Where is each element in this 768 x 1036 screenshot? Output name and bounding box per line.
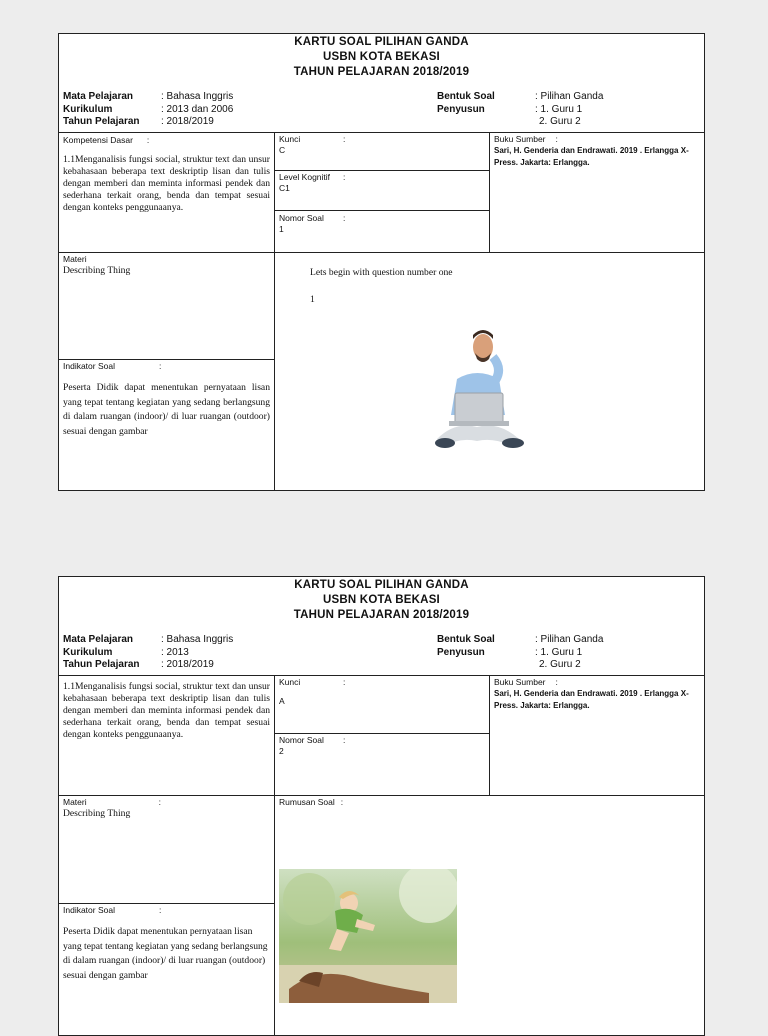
question-card-1 [58,33,705,491]
indikator-label: Indikator Soal [63,361,115,371]
buku-sumber-cell [489,676,706,796]
buku-sumber-label: Buku Sumber [494,134,546,144]
man-with-laptop-image [415,309,540,453]
tahun-pelajaran-value: : 2018/2019 [161,116,214,127]
nomor-soal-value: 1 [279,224,284,234]
buku-colon: : [555,134,558,144]
indikator-label: Indikator Soal [63,905,115,915]
materi-text: Describing Thing [63,808,131,819]
buku-sumber-text: Sari, H. Genderia dan Endrawati. 2019 . Erlangga X-Press. Jakarta: Erlangga. [494,146,689,167]
bentuk-soal-value: : Pilihan Ganda [535,91,604,102]
tahun-pelajaran-value: : 2018/2019 [161,659,214,670]
mata-pelajaran-label: Mata Pelajaran [63,634,134,645]
penyusun-value-1: : 1. Guru 1 [535,103,583,115]
penyusun-value-2: 2. Guru 2 [539,116,581,127]
kurikulum-value: : 2013 dan 2006 [161,103,234,115]
kompetensi-cell [59,133,274,253]
kompetensi-colon: : [146,135,150,145]
child-playing-outdoor-photo [279,869,457,1003]
mata-pelajaran-value: : Bahasa Inggris [161,634,234,645]
indikator-text: Peserta Didik dapat menentukan pernyataan lisan yang tepat tentang kegiatan yang sedang berlangsung di dalam ruangan (indoor)/ di luar ruangan (outdoor) sesuai dengan gambar [63,382,270,437]
card-title [59,578,704,623]
indikator-cell [59,359,274,491]
rumusan-cell [274,796,706,1036]
materi-colon: : [158,797,161,807]
indikator-cell [59,903,274,1036]
question-card-2 [58,576,705,1036]
nomor-colon: : [343,213,346,223]
kunci-label: Kunci [279,677,301,687]
tahun-pelajaran-label: Tahun Pelajaran [63,659,140,670]
nomor-soal-cell [274,210,489,253]
question-text: Lets begin with question number one [310,267,453,278]
materi-cell [59,253,274,359]
title-line-3: TAHUN PELAJARAN 2018/2019 [293,66,470,78]
buku-sumber-cell [489,133,706,253]
kompetensi-text: 1.1Menganalisis fungsi social, struktur text dan unsur kebahasaan beberapa text deskriptip lisan dan tulis dengan memberi dan meminta informasi pendek dan sederhana terkait orang, benda dan tempat sesuai dengan konteks penggunaanya. [63,154,270,213]
title-line-2: USBN KOTA BEKASI [323,51,440,63]
card-info-right [437,91,603,129]
buku-sumber-label: Buku Sumber [494,677,546,687]
materi-label: Materi [63,254,87,264]
kompetensi-label: Kompetensi Dasar [63,135,133,145]
kurikulum-value: : 2013 [161,646,189,658]
nomor-colon: : [343,735,346,745]
lower-grid [59,252,704,491]
materi-cell [59,796,274,903]
title-line-2: USBN KOTA BEKASI [323,594,440,606]
title-line-1: KARTU SOAL PILIHAN GANDA [294,36,469,48]
kunci-value: A [279,696,285,706]
nomor-soal-value: 2 [279,746,284,756]
indikator-text: Peserta Didik dapat menentukan pernyataan lisan yang tepat tentang kegiatan yang sedang berlangsung di dalam ruangan (indoor)/ di luar ruangan (outdoor) sesuai dengan gambar [63,926,268,981]
kurikulum-label: Kurikulum [63,646,113,658]
kurikulum-label: Kurikulum [63,103,113,115]
bentuk-soal-label: Bentuk Soal [437,91,495,102]
question-number: 1 [310,294,315,305]
materi-text: Describing Thing [63,265,131,276]
kompetensi-text: 1.1Menganalisis fungsi social, struktur text dan unsur kebahasaan beberapa text deskriptip lisan dan tulis dengan memberi dan meminta informasi pendek dan sederhana terkait orang, benda dan tempat sesuai dengan konteks penggunaanya. [63,681,270,740]
title-line-3: TAHUN PELAJARAN 2018/2019 [293,609,470,621]
kunci-colon: : [343,677,346,687]
card-info-left [63,91,233,129]
indikator-colon: : [158,361,162,371]
buku-colon: : [555,677,558,687]
card-title [59,35,704,80]
nomor-soal-cell [274,733,489,796]
kunci-colon: : [343,134,346,144]
level-kognitif-cell [274,170,489,210]
kunci-cell [274,676,489,733]
level-kognitif-value: C1 [279,183,290,193]
kunci-cell [274,133,489,170]
penyusun-value-2: 2. Guru 2 [539,659,581,670]
level-colon: : [343,172,346,182]
buku-sumber-text: Sari, H. Genderia dan Endrawati. 2019 . Erlangga X-Press. Jakarta: Erlangga. [494,689,689,710]
rumusan-soal-label: Rumusan Soal [279,797,335,807]
card-info-left [63,634,233,672]
upper-grid [59,675,704,796]
bentuk-soal-value: : Pilihan Ganda [535,634,604,645]
materi-label: Materi [63,797,87,807]
title-line-1: KARTU SOAL PILIHAN GANDA [294,579,469,591]
lower-grid [59,795,704,1036]
indikator-colon: : [158,905,162,915]
card-info-right [437,634,603,672]
kunci-label: Kunci [279,134,301,144]
upper-grid [59,132,704,253]
mata-pelajaran-value: : Bahasa Inggris [161,91,234,102]
nomor-soal-label: Nomor Soal [279,213,324,223]
man-with-laptop-illustration [415,309,540,453]
penyusun-value-1: : 1. Guru 1 [535,646,583,658]
child-playing-outdoor-image [279,869,457,1003]
bentuk-soal-label: Bentuk Soal [437,634,495,645]
mata-pelajaran-label: Mata Pelajaran [63,91,134,102]
nomor-soal-label: Nomor Soal [279,735,324,745]
penyusun-label: Penyusun [437,103,485,115]
rumusan-cell [274,253,706,491]
tahun-pelajaran-label: Tahun Pelajaran [63,116,140,127]
level-kognitif-label: Level Kognitif [279,172,331,182]
rumusan-colon: : [340,797,344,807]
kompetensi-cell [59,676,274,796]
kunci-value: C [279,145,286,155]
penyusun-label: Penyusun [437,646,485,658]
